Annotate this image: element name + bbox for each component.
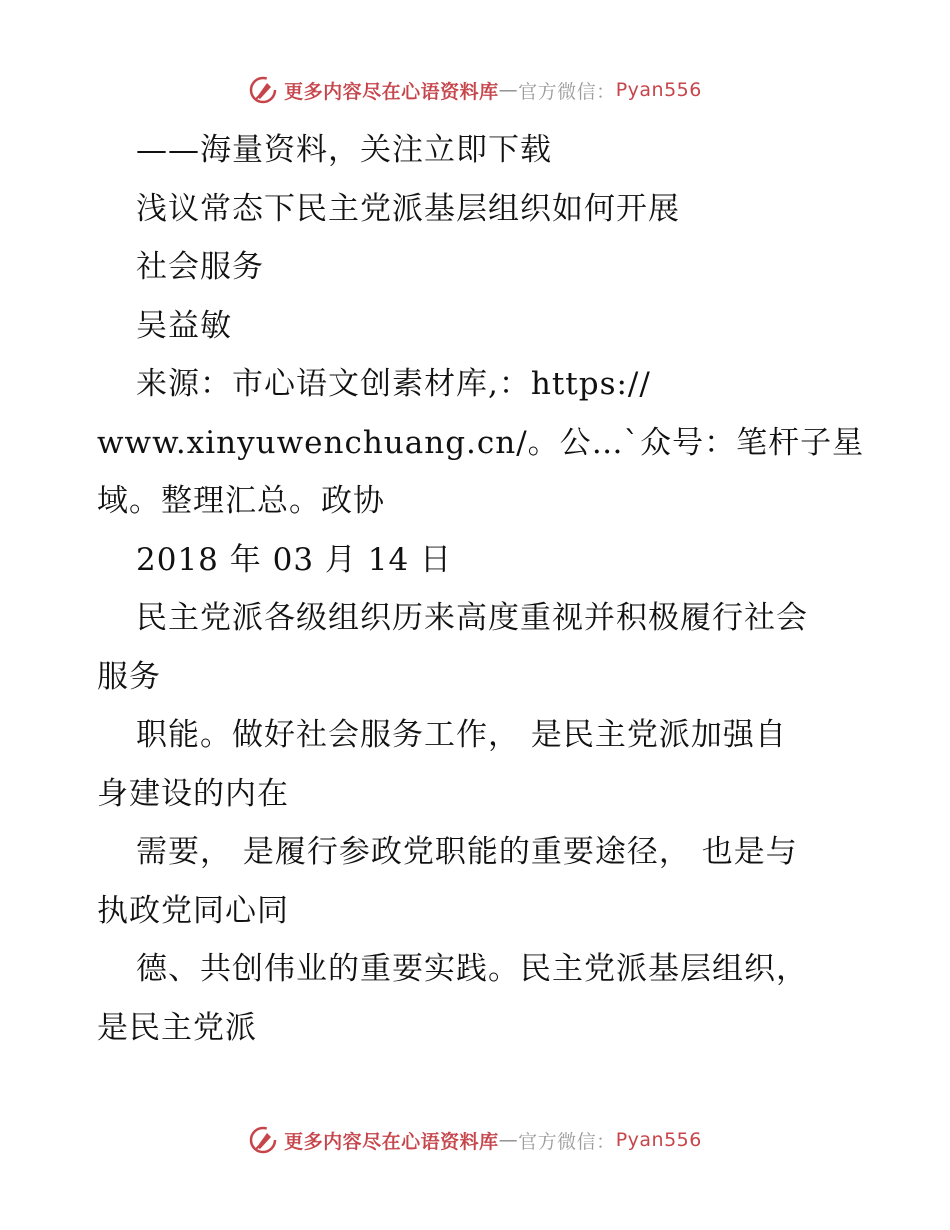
- header-banner: [0, 70, 950, 110]
- text-line-source-url: www.xinyuwenchuang.cn/。公…`众号：笔杆子星: [97, 424, 865, 461]
- text-line-paragraph: 执政党同心同: [97, 892, 289, 929]
- text-line-paragraph: 服务: [97, 658, 161, 695]
- banner-wechat-id: Pyan556: [615, 79, 702, 101]
- text-line-paragraph: 德、共创伟业的重要实践。民主党派基层组织，: [136, 951, 808, 987]
- text-line-paragraph: 需要， 是履行参政党职能的重要途径， 也是与: [136, 834, 798, 870]
- banner-main-text: 更多内容尽在心语资料库: [284, 80, 499, 103]
- text-line-tagline: ——海量资料，关注立即下载: [136, 132, 552, 168]
- text-line-source: 来源：市心语文创素材库,：https://: [136, 366, 651, 402]
- text-line-title: 浅议常态下民主党派基层组织如何开展: [136, 190, 680, 227]
- banner-main-text: 更多内容尽在心语资料库: [284, 1130, 499, 1153]
- text-line-paragraph: 职能。做好社会服务工作， 是民主党派加强自: [136, 717, 787, 753]
- text-line-author: 吴益敏: [136, 307, 232, 344]
- text-line-source-cont: 域。整理汇总。政协: [97, 483, 385, 519]
- text-line-paragraph: 身建设的内在: [97, 775, 289, 812]
- pen-nib-logo-icon: [248, 75, 278, 105]
- banner-wechat-label: 官方微信：: [518, 1130, 616, 1153]
- pen-nib-logo-icon: [248, 1125, 278, 1155]
- footer-banner: [0, 1120, 950, 1160]
- text-line-paragraph: 民主党派各级组织历来高度重视并积极履行社会: [136, 600, 808, 636]
- banner-dash: —: [498, 1129, 519, 1151]
- document-body: [97, 121, 865, 1057]
- banner-dash: —: [498, 79, 519, 101]
- text-line-title-cont: 社会服务: [136, 249, 264, 285]
- text-line-paragraph: 是民主党派: [97, 1009, 257, 1046]
- banner-wechat-label: 官方微信：: [518, 80, 616, 103]
- text-line-date: 2018 年 03 月 14 日: [136, 541, 453, 578]
- banner-wechat-id: Pyan556: [615, 1129, 702, 1151]
